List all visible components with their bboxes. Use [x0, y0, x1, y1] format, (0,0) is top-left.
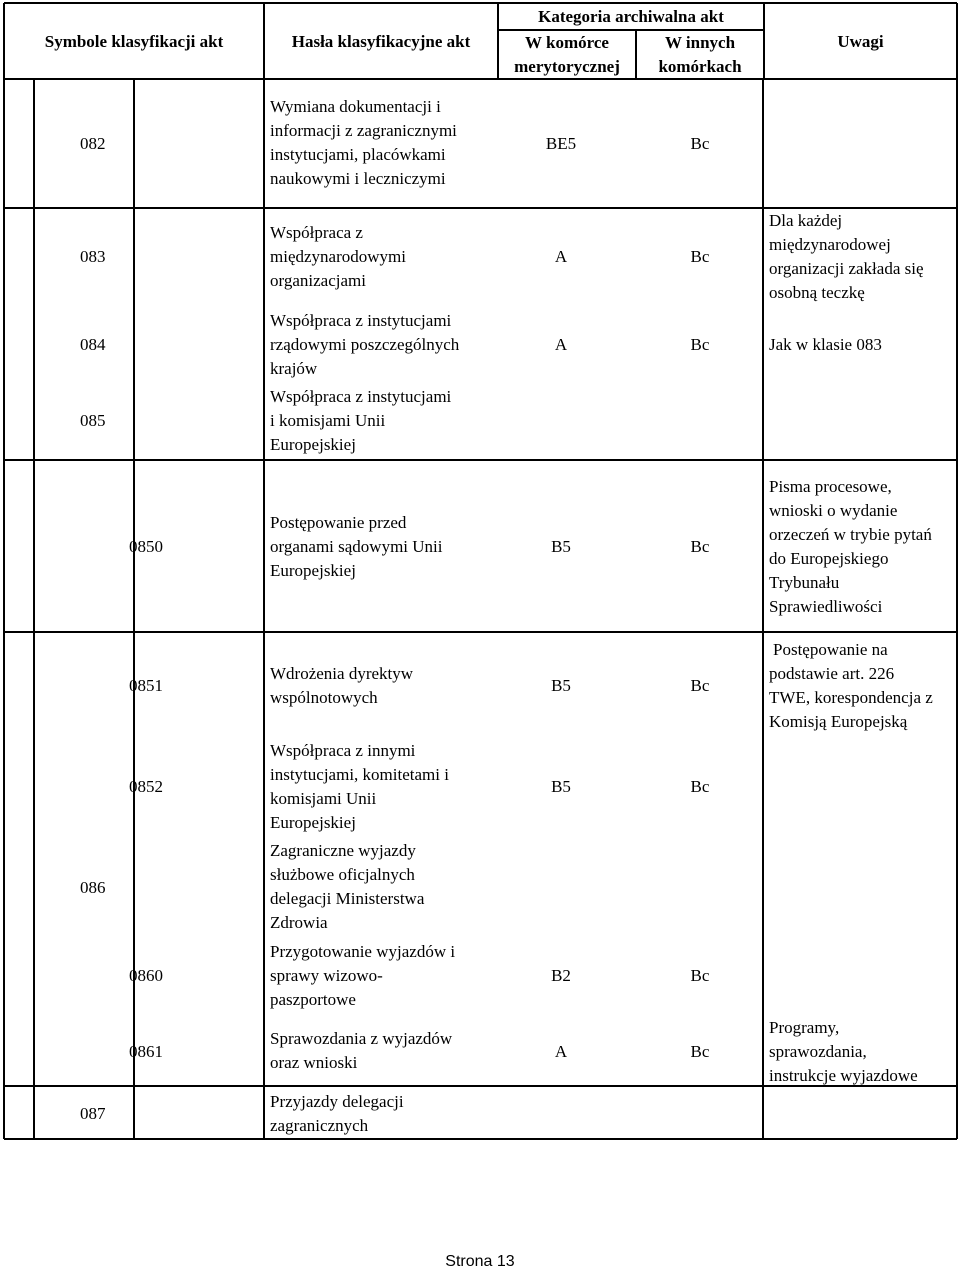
kategoria-inne: Bc	[690, 777, 710, 796]
header-symbole: Symbole klasyfikacji akt	[44, 32, 224, 51]
kategoria-merytoryczna: B5	[551, 777, 571, 796]
haslo-line: rządowymi poszczególnych	[270, 335, 460, 354]
kategoria-inne: Bc	[690, 247, 710, 266]
kategoria-merytoryczna: B2	[551, 966, 571, 985]
uwagi-line: Programy,	[769, 1018, 840, 1037]
header-w-innych-line2: komórkach	[658, 57, 742, 76]
haslo-line: służbowe oficjalnych	[270, 865, 415, 884]
haslo-line: i komisjami Unii	[270, 411, 386, 430]
haslo-line: Przyjazdy delegacji	[270, 1092, 404, 1111]
haslo-line: organami sądowymi Unii	[270, 537, 443, 556]
uwagi-line: Dla każdej	[769, 211, 843, 230]
haslo-line: wspólnotowych	[270, 688, 378, 707]
symbol-sub: 0851	[129, 676, 163, 695]
uwagi-line: Trybunału	[769, 573, 840, 592]
kategoria-inne: Bc	[690, 966, 710, 985]
haslo-line: Europejskiej	[270, 435, 356, 454]
uwagi-line: do Europejskiego	[769, 549, 889, 568]
haslo-line: Sprawozdania z wyjazdów	[270, 1029, 453, 1048]
kategoria-merytoryczna: BE5	[545, 134, 577, 153]
haslo-line: Europejskiej	[270, 813, 356, 832]
symbol-sub: 0861	[129, 1042, 163, 1061]
kategoria-inne: Bc	[690, 676, 710, 695]
header-w-komorce-line1: W komórce	[525, 33, 609, 52]
haslo-line: naukowymi i leczniczymi	[270, 169, 446, 188]
kategoria-inne: Bc	[690, 1042, 710, 1061]
uwagi-line: organizacji zakłada się	[769, 259, 924, 278]
haslo-line: międzynarodowymi	[270, 247, 406, 266]
haslo-line: instytucjami, placówkami	[270, 145, 446, 164]
header-w-innych-line1: W innych	[664, 33, 736, 52]
haslo-line: Współpraca z instytucjami	[270, 387, 452, 406]
uwagi-line: podstawie art. 226	[769, 664, 895, 683]
haslo-line: Wymiana dokumentacji i	[270, 97, 441, 116]
uwagi-line: Komisją Europejską	[769, 712, 908, 731]
haslo-line: Postępowanie przed	[270, 513, 407, 532]
haslo-line: oraz wnioski	[270, 1053, 358, 1072]
haslo-line: komisjami Unii	[270, 789, 377, 808]
symbol-main: 086	[80, 878, 106, 897]
haslo-line: Zdrowia	[270, 913, 328, 932]
kategoria-inne: Bc	[690, 335, 710, 354]
haslo-line: Europejskiej	[270, 561, 356, 580]
kategoria-merytoryczna: A	[554, 1042, 568, 1061]
uwagi-line: Sprawiedliwości	[769, 597, 883, 616]
uwagi-line: Jak w klasie 083	[769, 335, 882, 354]
kategoria-merytoryczna: B5	[551, 537, 571, 556]
haslo-line: Wdrożenia dyrektyw	[270, 664, 414, 683]
uwagi-line: Postępowanie na	[773, 640, 888, 659]
symbol-main: 084	[80, 335, 106, 354]
uwagi-line: TWE, korespondencja z	[769, 688, 933, 707]
symbol-sub: 0850	[129, 537, 163, 556]
kategoria-merytoryczna: B5	[551, 676, 571, 695]
kategoria-merytoryczna: A	[554, 247, 568, 266]
haslo-line: Przygotowanie wyjazdów i	[270, 942, 456, 961]
haslo-line: organizacjami	[270, 271, 366, 290]
kategoria-inne: Bc	[690, 537, 710, 556]
haslo-line: Współpraca z	[270, 223, 363, 242]
symbol-main: 083	[80, 247, 106, 266]
header-hasla: Hasła klasyfikacyjne akt	[291, 32, 471, 51]
uwagi-line: wnioski o wydanie	[769, 501, 898, 520]
haslo-line: zagranicznych	[270, 1116, 369, 1135]
page-number: Strona 13	[445, 1253, 515, 1270]
kategoria-merytoryczna: A	[554, 335, 568, 354]
symbol-main: 085	[80, 411, 106, 430]
header-w-komorce-line2: merytorycznej	[514, 57, 620, 76]
haslo-line: instytucjami, komitetami i	[270, 765, 449, 784]
uwagi-line: Pisma procesowe,	[769, 477, 892, 496]
haslo-line: delegacji Ministerstwa	[270, 889, 425, 908]
header-kategoria: Kategoria archiwalna akt	[538, 7, 724, 26]
haslo-line: paszportowe	[270, 990, 356, 1009]
haslo-line: informacji z zagranicznymi	[270, 121, 457, 140]
uwagi-line: instrukcje wyjazdowe	[769, 1066, 918, 1085]
symbol-sub: 0860	[129, 966, 163, 985]
uwagi-line: sprawozdania,	[769, 1042, 867, 1061]
symbol-main: 082	[80, 134, 106, 153]
haslo-line: Współpraca z innymi	[270, 741, 416, 760]
haslo-line: sprawy wizowo-	[270, 966, 383, 985]
haslo-line: krajów	[270, 359, 318, 378]
kategoria-inne: Bc	[690, 134, 710, 153]
uwagi-line: orzeczeń w trybie pytań	[769, 525, 932, 544]
symbol-main: 087	[80, 1104, 106, 1123]
header-uwagi: Uwagi	[837, 32, 884, 51]
symbol-sub: 0852	[129, 777, 163, 796]
uwagi-line: osobną teczkę	[769, 283, 865, 302]
haslo-line: Współpraca z instytucjami	[270, 311, 452, 330]
haslo-line: Zagraniczne wyjazdy	[270, 841, 416, 860]
uwagi-line: międzynarodowej	[769, 235, 891, 254]
